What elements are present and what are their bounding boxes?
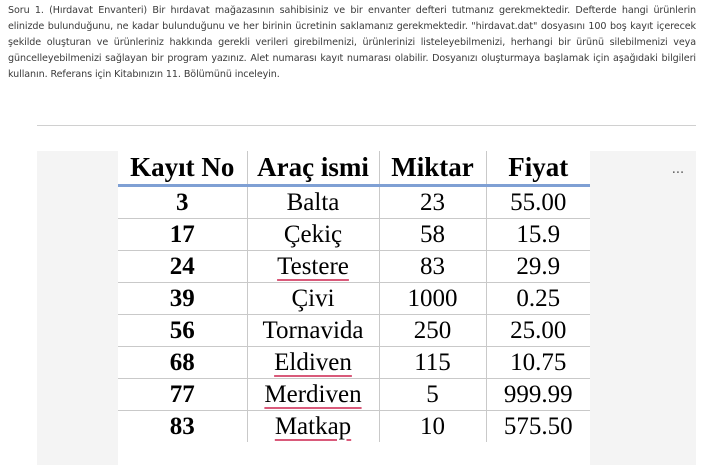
quantity-cell: 250 [379,315,486,347]
tool-name-text: Balta [286,188,340,216]
header-tool-name: Araç ismi [247,151,379,186]
tool-name-text: Merdiven [264,380,362,408]
tool-name-cell [247,315,379,347]
record-no-cell: 77 [118,379,247,411]
record-no-cell: 68 [118,347,247,379]
tool-name-cell [247,347,379,379]
quantity-cell: 5 [379,379,486,411]
divider [37,125,696,126]
tool-name-text: Tornavida [262,316,364,344]
inventory-table-image [118,151,590,465]
question-text: Soru 1. (Hırdavat Envanteri) Bir hırdavat mağazasının sahibisiniz ve bir envanter defteri tutmanız gerekmektedir. Defterde hangi ürünlerin elinizde bulunduğunu, ne kadar bulunduğunu ve her birinin ücretinin saklamanız gerekmektedir. "hirdavat.dat" dosyasını 100 boş kayıt içerecek şekilde oluşturan ve ürünleriniz hakkında gerekli verileri girebilmenizi, ürünlerinizi listeleyebilmenizi, herhangi bir ürünü silebilmenizi veya güncelleyebilmenizi sağlayan bir program yazınız. Alet numarası kayıt numarası olabilir. Dosyanızı oluşturmaya başlamak için aşağıdaki bilgileri kullanın. Referans için Kitabınızın 11. Bölümünü inceleyin. [8,5,696,80]
quantity-cell: 1000 [379,283,486,315]
quantity-cell: 23 [379,186,486,219]
price-cell: 999.99 [486,379,590,411]
record-no-cell: 3 [118,186,247,219]
price-cell: 25.00 [486,315,590,347]
table-row [118,411,590,443]
tool-name-cell [247,186,379,219]
quantity-cell: 10 [379,411,486,443]
table-header-row [118,151,590,186]
record-no-cell: 83 [118,411,247,443]
table-row [118,219,590,251]
tool-name-text: Çivi [291,284,335,312]
header-record-no: Kayıt No [118,151,247,186]
price-cell: 55.00 [486,186,590,219]
table-row [118,347,590,379]
table-row [118,186,590,219]
table-row [118,251,590,283]
record-no-cell: 39 [118,283,247,315]
tool-name-text: Çekiç [283,220,343,248]
price-cell: 15.9 [486,219,590,251]
inventory-table [118,151,590,442]
quantity-cell: 115 [379,347,486,379]
record-no-cell: 56 [118,315,247,347]
table-row [118,315,590,347]
quantity-cell: 58 [379,219,486,251]
tool-name-text: Matkap [274,412,352,440]
record-no-cell: 17 [118,219,247,251]
price-cell: 575.50 [486,411,590,443]
record-no-cell: 24 [118,251,247,283]
tool-name-cell [247,219,379,251]
price-cell: 10.75 [486,347,590,379]
tool-name-cell [247,379,379,411]
table-row [118,379,590,411]
tool-name-cell [247,411,379,443]
tool-name-text: Testere [277,252,349,280]
price-cell: 29.9 [486,251,590,283]
table-row [118,283,590,315]
header-quantity: Miktar [379,151,486,186]
price-cell: 0.25 [486,283,590,315]
quantity-cell: 83 [379,251,486,283]
tool-name-cell [247,251,379,283]
tool-name-text: Eldiven [274,348,352,376]
tool-name-cell [247,283,379,315]
more-options-button[interactable]: ... [664,160,692,180]
header-price: Fiyat [486,151,590,186]
